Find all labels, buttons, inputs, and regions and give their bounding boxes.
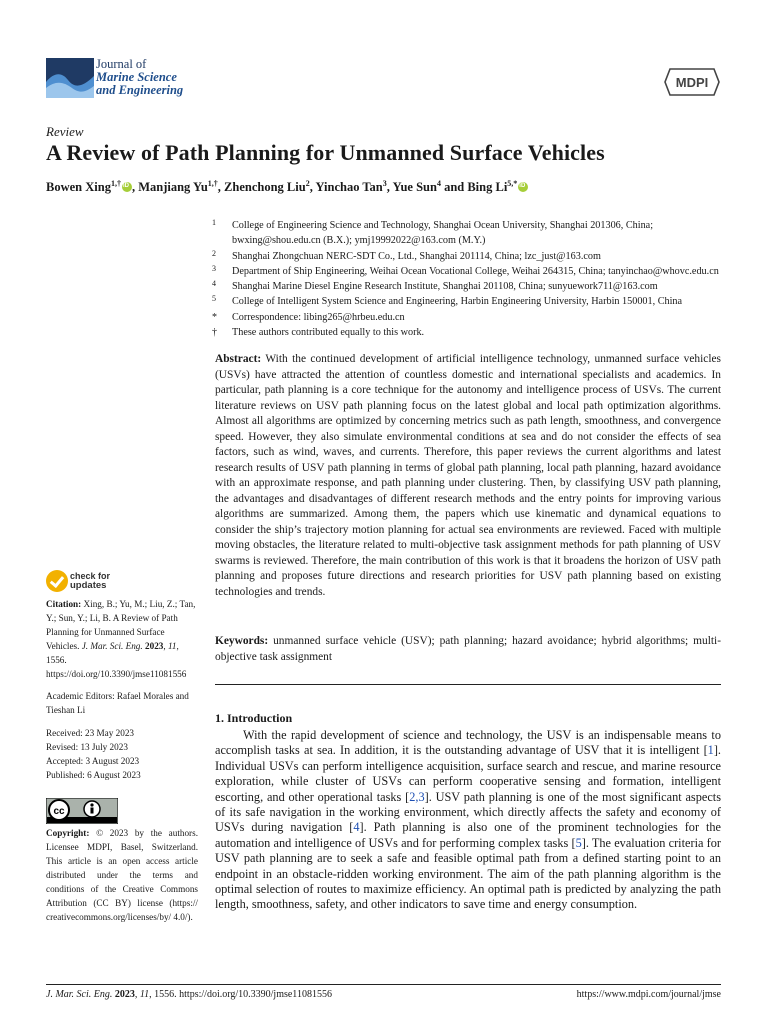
- reference-link[interactable]: 5: [575, 835, 582, 850]
- affiliation-item: [212, 279, 732, 294]
- publisher-name: MDPI: [675, 75, 709, 90]
- citation-doi[interactable]: 1556. https://doi.org/10.3390/jmse11081556: [46, 655, 187, 679]
- author-separator: and: [440, 180, 468, 195]
- author-name[interactable]: Yinchao Tan: [315, 180, 383, 195]
- affiliation-item: [212, 294, 732, 309]
- affiliation-item: [212, 218, 732, 249]
- academic-editors: Academic Editors: Rafael Morales and Tieshan Li: [46, 691, 189, 715]
- author-name[interactable]: Yue Sun: [392, 180, 437, 195]
- citation-label: Citation:: [46, 599, 82, 609]
- footer-divider: [46, 984, 721, 985]
- publication-dates: [46, 726, 198, 782]
- keywords-label: Keywords:: [215, 635, 269, 647]
- cc-by-license-icon[interactable]: [46, 798, 118, 824]
- date-received: Received: 23 May 2023: [46, 728, 135, 738]
- section-divider: [215, 684, 721, 685]
- article-type: Review: [46, 124, 84, 139]
- mdpi-logo: [664, 68, 720, 96]
- journal-name-line1: Journal of: [96, 57, 147, 71]
- copyright-label: Copyright:: [46, 828, 90, 838]
- author-affiliation-marker: 4: [436, 179, 441, 188]
- affiliation-marker: †: [212, 327, 217, 339]
- citation-volume: 11: [167, 641, 177, 651]
- affiliation-text: Shanghai Zhongchuan NERC-SDT Co., Ltd., Shanghai 201114, China; lzc_just@163.com: [232, 250, 601, 262]
- affiliation-marker: 3: [212, 263, 216, 273]
- author-name[interactable]: Bing Li: [467, 180, 508, 195]
- affiliations: [212, 218, 732, 340]
- reference-link[interactable]: 4: [353, 820, 360, 835]
- author-affiliation-marker: 5,*: [507, 179, 518, 188]
- footer-year: 2023: [114, 989, 135, 1000]
- check-for-updates-button[interactable]: [46, 570, 146, 594]
- footer-journal: J. Mar. Sci. Eng.: [46, 989, 113, 1000]
- introduction-text-segment: ]. Path planning is also one of the prominent technologies for the automation and intelligence of USVs and for performing complex tasks [: [215, 820, 722, 850]
- orcid-icon[interactable]: [122, 182, 132, 192]
- date-accepted: Accepted: 3 August 2023: [46, 756, 140, 766]
- article-title: A Review of Path Planning for Unmanned Surface Vehicles: [46, 140, 605, 165]
- affiliation-item: [212, 310, 732, 325]
- affiliation-text: These authors contributed equally to this work.: [232, 327, 425, 339]
- affiliation-item: [212, 325, 732, 340]
- footer-volume: 11: [139, 989, 150, 1000]
- affiliation-marker: 1: [212, 218, 216, 227]
- date-published: Published: 6 August 2023: [46, 770, 141, 780]
- introduction-text-segment: ]. The evaluation criteria for USV path planning are to seek a safe and feasible optimal path from a defined starting point to an endpoint in an obstacle-ridden working environment. The aim of the path planning algorithm is the optimal selection of routes to maximize efficiency. An optimal path is predicted by analyzing the path length, smoothness, safety, and other indicators to save time and energy consumption.: [215, 835, 721, 912]
- author-separator: ,: [386, 180, 393, 195]
- footer-journal-url[interactable]: https://www.mdpi.com/journal/jmse: [576, 989, 721, 1000]
- affiliation-text: Department of Ship Engineering, Weihai Ocean Vocational College, Weihai 264315, China; tanyinchao@whovc.edu.cn: [232, 265, 719, 277]
- check-for-updates-label: [70, 571, 110, 591]
- journal-name: [96, 58, 183, 97]
- citation: Citation: Xing, B.; Yu, M.; Liu, Z.; Tan, Y.; Sun, Y.; Li, B. A Review of Path Planning for Unmanned Surface Vehicles. J. Mar. Sci. Eng. 2023, 11, 1556. https://doi.org/10.3390/jmse11081556: [46, 599, 196, 679]
- citation-text: Xing, B.; Yu, M.; Liu, Z.; Tan, Y.; Sun, Y.; Li, B. A Review of Path Planning for Unmanned Surface Vehicles.: [46, 599, 196, 651]
- reference-link[interactable]: 1: [707, 743, 714, 758]
- author-name[interactable]: Bowen Xing: [46, 180, 111, 195]
- affiliation-marker: 4: [212, 279, 216, 289]
- affiliation-text: College of Engineering Science and Technology, Shanghai Ocean University, Shanghai 201306, China; bwxing@shou.edu.cn (B.X.); ymj19992022@163.com (M.Y.): [232, 220, 654, 247]
- abstract-text: With the continued development of artificial intelligence technology, unmanned surface vehicles (USVs) have attracted the attention of countless domestic and international specialists and academics. In particular, path planning is a core technique for the autonomy and intelligence process of USVs. The current literature reviews on USV path planning focus on the latest global and local path optimization algorithms. Almost all algorithms are optimized by concerning metrics such as path length, smoothness, and convergence speed. However, they also simulate environmental conditions at sea and do not consider the effects of sea factors, such as wind, waves, and currents. Therefore, this paper reviews the current algorithms and latest research results of USV path planning in terms of global path planning, local path planning, hazard avoidance with an approximate response, and path planning under clustering. Then, by classifying USV path planning, the advantages and disadvantages of different research methods and the entry points for improving various algorithms are summarized. Among them, the papers which use kinematic and dynamical equations to consider the ship’s trajectory motion planning for actual sea environments are reviewed. Faced with multiple moving obstacles, the literature related to multi-objective task assignment methods for path planning of USV swarms is reviewed. Therefore, the main contribution of this work is that it broadens the horizon of USV path planning and proposes future directions and research priorities for USV path planning based on existing technologies and trends.: [215, 353, 721, 598]
- affiliation-text: College of Intelligent System Science and Engineering, Harbin Engineering University, Harbin 150001, China: [232, 296, 683, 308]
- author-separator: ,: [217, 180, 225, 195]
- keywords-text: unmanned surface vehicle (USV); path planning; hazard avoidance; hybrid algorithms; multi-objective task assignment: [215, 635, 721, 663]
- date-revised: Revised: 13 July 2023: [46, 742, 128, 752]
- check-line2: updates: [70, 580, 107, 591]
- author-affiliation-marker: 2: [305, 179, 310, 188]
- author-name[interactable]: Manjiang Yu: [138, 180, 208, 195]
- check-icon: [46, 570, 68, 592]
- copyright-text: © 2023 by the authors. Licensee MDPI, Basel, Switzerland. This article is an open access article distributed under the terms and conditions of the Creative Commons Attribution (CC BY) license (https:// creativecommons.org/licenses/by/ 4.0/).: [46, 828, 198, 922]
- check-line1: check for: [70, 571, 111, 581]
- affiliation-item: [212, 264, 732, 279]
- author-affiliation-marker: 3: [382, 179, 387, 188]
- author-affiliation-marker: 1,†: [110, 179, 121, 188]
- journal-name-line3: and Engineering: [96, 83, 184, 97]
- section-heading-introduction: 1. Introduction: [215, 711, 293, 725]
- introduction-text-segment: With the rapid development of science and technology, the USV is an indispensable means to accomplish tasks at sea. In addition, it is the outstanding advantage of USV that it is intelligent [: [215, 728, 721, 758]
- journal-logo: [46, 58, 94, 98]
- citation-journal: J. Mar. Sci. Eng.: [81, 641, 143, 651]
- author-list: [46, 179, 528, 195]
- svg-text:cc: cc: [53, 806, 65, 817]
- author-separator: ,: [309, 180, 316, 195]
- journal-name-line2: Marine Science: [96, 70, 177, 84]
- footer-citation: J. Mar. Sci. Eng. 2023, 11, 1556. https://doi.org/10.3390/jmse11081556: [46, 989, 332, 1000]
- author-affiliation-marker: 1,†: [207, 179, 218, 188]
- introduction-paragraph: [215, 728, 721, 913]
- affiliation-marker: 2: [212, 248, 216, 258]
- affiliation-marker: 5: [212, 294, 216, 304]
- keywords: [215, 634, 721, 665]
- abstract: [215, 352, 721, 600]
- citation-year: 2023: [145, 641, 164, 651]
- affiliation-marker: *: [212, 311, 217, 323]
- introduction-text-segment: ]. Individual USVs can perform intelligence acquisition, surface search and rescue, and marine resource exploration, while cluster of USVs can perform cooperative sensing and formation, intelligent escorting, and other operational tasks [: [215, 743, 721, 804]
- author-name[interactable]: Zhenchong Liu: [224, 180, 306, 195]
- introduction-text-segment: ]. USV path planning is one of the most significant aspects of its safe navigation in the working environment, which directly affects the safety and economy of USVs during navigation [: [215, 789, 721, 835]
- footer-doi[interactable]: 1556. https://doi.org/10.3390/jmse11081556: [154, 989, 332, 1000]
- author-separator: ,: [131, 180, 139, 195]
- affiliation-text: Shanghai Marine Diesel Engine Research Institute, Shanghai 201108, China; sunyuework711@163.com: [232, 281, 658, 293]
- affiliation-text: Correspondence: libing265@hrbeu.edu.cn: [232, 311, 405, 323]
- abstract-label: Abstract:: [215, 353, 262, 365]
- affiliation-item: [212, 249, 732, 264]
- orcid-icon[interactable]: [518, 182, 528, 192]
- copyright-notice: [46, 826, 198, 924]
- reference-link[interactable]: 2,3: [409, 789, 425, 804]
